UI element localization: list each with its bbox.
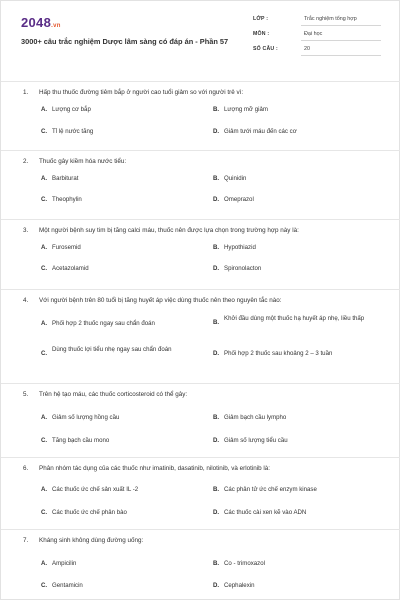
option-text: Furosemid [52, 244, 81, 251]
question-2 [1, 150, 400, 224]
question-stem [23, 464, 373, 473]
option-b[interactable] [213, 486, 383, 495]
option-d[interactable] [213, 350, 383, 359]
option-text: Khởi đầu dùng một thuốc hạ huyết áp nhẹ, liều thấp [224, 315, 365, 322]
option-text: Tỉ lệ nước tăng [52, 128, 94, 135]
option-letter: B. [213, 244, 220, 251]
meta-value: Đại học [301, 31, 381, 41]
option-text: Barbiturat [52, 175, 79, 182]
question-7 [1, 529, 400, 600]
option-text: Quinidin [224, 175, 247, 182]
option-b[interactable] [213, 560, 383, 569]
option-text: Spironolacton [224, 265, 262, 272]
option-d[interactable] [213, 128, 383, 137]
meta-value: 20 [301, 46, 381, 56]
option-c[interactable] [41, 196, 211, 205]
option-letter: C. [41, 128, 48, 135]
option-letter: C. [41, 350, 48, 357]
option-letter: B. [213, 414, 220, 421]
question-text: Trên hệ tạo máu, các thuốc corticosteroid có thể gây: [39, 391, 188, 398]
option-b[interactable] [213, 315, 378, 324]
option-text: Các phân tử ức chế enzym kinase [224, 486, 317, 493]
question-3 [1, 219, 400, 293]
question-4 [1, 289, 400, 384]
option-text: Co - trimoxazol [224, 560, 265, 567]
question-stem [23, 226, 373, 235]
option-letter: D. [213, 128, 220, 135]
option-c[interactable] [41, 582, 211, 591]
option-c[interactable] [41, 128, 211, 137]
question-1 [1, 81, 400, 155]
option-letter: D. [213, 350, 220, 357]
option-letter: A. [41, 175, 48, 182]
option-text: Phối hợp 2 thuốc ngay sau chẩn đoán [52, 320, 155, 327]
option-b[interactable] [213, 175, 383, 184]
option-letter: C. [41, 265, 48, 272]
option-letter: A. [41, 486, 48, 493]
option-text: Dùng thuốc lợi tiểu nhẹ ngay sau chẩn đoán [52, 346, 172, 353]
option-letter: A. [41, 244, 48, 251]
question-stem [23, 536, 373, 545]
meta-row-class [253, 13, 381, 27]
option-b[interactable] [213, 414, 383, 423]
question-number: 7. [23, 537, 29, 544]
option-letter: D. [213, 437, 220, 444]
option-d[interactable] [213, 265, 383, 274]
question-number: 1. [23, 89, 29, 96]
question-6 [1, 457, 400, 529]
option-a[interactable] [41, 320, 191, 329]
option-letter: D. [213, 582, 220, 589]
option-d[interactable] [213, 509, 383, 518]
meta-row-count [253, 43, 381, 57]
meta-label: MÔN : [253, 31, 270, 37]
meta-info [253, 13, 381, 58]
question-stem [23, 157, 373, 166]
option-text: Ampicilin [52, 560, 77, 567]
option-d[interactable] [213, 582, 383, 591]
option-text: Giảm số lượng hồng cầu [52, 414, 120, 421]
option-d[interactable] [213, 437, 383, 446]
option-b[interactable] [213, 244, 383, 253]
option-letter: B. [213, 319, 220, 326]
option-text: Các thuốc cài xen kẽ vào ADN [224, 509, 307, 516]
question-number: 4. [23, 297, 29, 304]
option-text: Gentamicin [52, 582, 83, 589]
option-letter: A. [41, 414, 48, 421]
option-text: Omeprazol [224, 196, 254, 203]
question-number: 3. [23, 227, 29, 234]
option-letter: C. [41, 437, 48, 444]
option-text: Giảm tưới máu đến các cơ [224, 128, 297, 135]
option-a[interactable] [41, 244, 211, 253]
option-letter: C. [41, 509, 48, 516]
option-a[interactable] [41, 560, 211, 569]
option-text: Phối hợp 2 thuốc sau khoảng 2 – 3 tuần [224, 350, 333, 357]
option-text: Giảm bạch cầu lympho [224, 414, 287, 421]
question-text: Kháng sinh không dùng đường uống: [39, 537, 144, 544]
option-c[interactable] [41, 265, 211, 274]
question-number: 2. [23, 158, 29, 165]
option-text: Theophylin [52, 196, 82, 203]
option-letter: B. [213, 560, 220, 567]
option-text: Acetazolamid [52, 265, 89, 272]
option-c[interactable] [41, 437, 211, 446]
option-text: Tăng bạch cầu mono [52, 437, 110, 444]
site-logo[interactable] [21, 15, 61, 30]
question-stem [23, 390, 373, 399]
logo-suffix: .vn [51, 23, 61, 29]
question-text: Phân nhóm tác dụng của các thuốc như imatinib, dasatinib, nilotinib, và erlotinib là: [39, 465, 271, 472]
option-d[interactable] [213, 196, 383, 205]
question-5 [1, 383, 400, 457]
meta-row-subject [253, 28, 381, 42]
option-letter: D. [213, 509, 220, 516]
option-letter: B. [213, 175, 220, 182]
option-text: Cephalexin [224, 582, 255, 589]
document-header [21, 13, 381, 77]
question-stem [23, 296, 373, 305]
option-letter: C. [41, 582, 48, 589]
question-text: Hấp thu thuốc đường tiêm bắp ở người cao tuổi giảm so với người trẻ vì: [39, 89, 244, 96]
question-text: Thuốc gây kiềm hóa nước tiểu: [39, 158, 127, 165]
question-number: 5. [23, 391, 29, 398]
question-stem [23, 88, 373, 97]
option-text: Lượng cơ bắp [52, 106, 91, 113]
option-text: Các thuốc ức chế sản xuất IL -2 [52, 486, 139, 493]
option-text: Giảm số lượng tiểu cầu [224, 437, 288, 444]
option-a[interactable] [41, 486, 211, 495]
option-letter: A. [41, 320, 48, 327]
question-text: Với người bệnh trên 80 tuổi bị tăng huyết áp việc dùng thuốc nên theo nguyên tắc nào: [39, 297, 282, 304]
option-a[interactable] [41, 414, 211, 423]
option-b[interactable] [213, 106, 383, 115]
option-letter: B. [213, 106, 220, 113]
question-number: 6. [23, 465, 29, 472]
meta-value: Trắc nghiệm tổng hợp [301, 16, 381, 26]
meta-label: LỚP : [253, 16, 269, 22]
option-a[interactable] [41, 175, 211, 184]
question-text: Một người bệnh suy tim bị tăng calci máu, thuốc nên được lựa chọn trong trường hợp này là: [39, 227, 299, 234]
option-text: Lượng mỡ giảm [224, 106, 268, 113]
option-text: Hypothiazid [224, 244, 256, 251]
option-letter: C. [41, 196, 48, 203]
option-letter: A. [41, 106, 48, 113]
option-c[interactable] [41, 346, 191, 355]
option-text: Các thuốc ức chế phân bào [52, 509, 127, 516]
option-letter: D. [213, 265, 220, 272]
logo-main: 2048 [21, 15, 52, 30]
option-c[interactable] [41, 509, 211, 518]
option-letter: A. [41, 560, 48, 567]
option-letter: D. [213, 196, 220, 203]
option-a[interactable] [41, 106, 211, 115]
meta-label: SỐ CÂU : [253, 46, 278, 52]
document-title: 3000+ câu trắc nghiệm Dược lâm sàng có đáp án - Phần 57 [21, 37, 229, 46]
option-letter: B. [213, 486, 220, 493]
